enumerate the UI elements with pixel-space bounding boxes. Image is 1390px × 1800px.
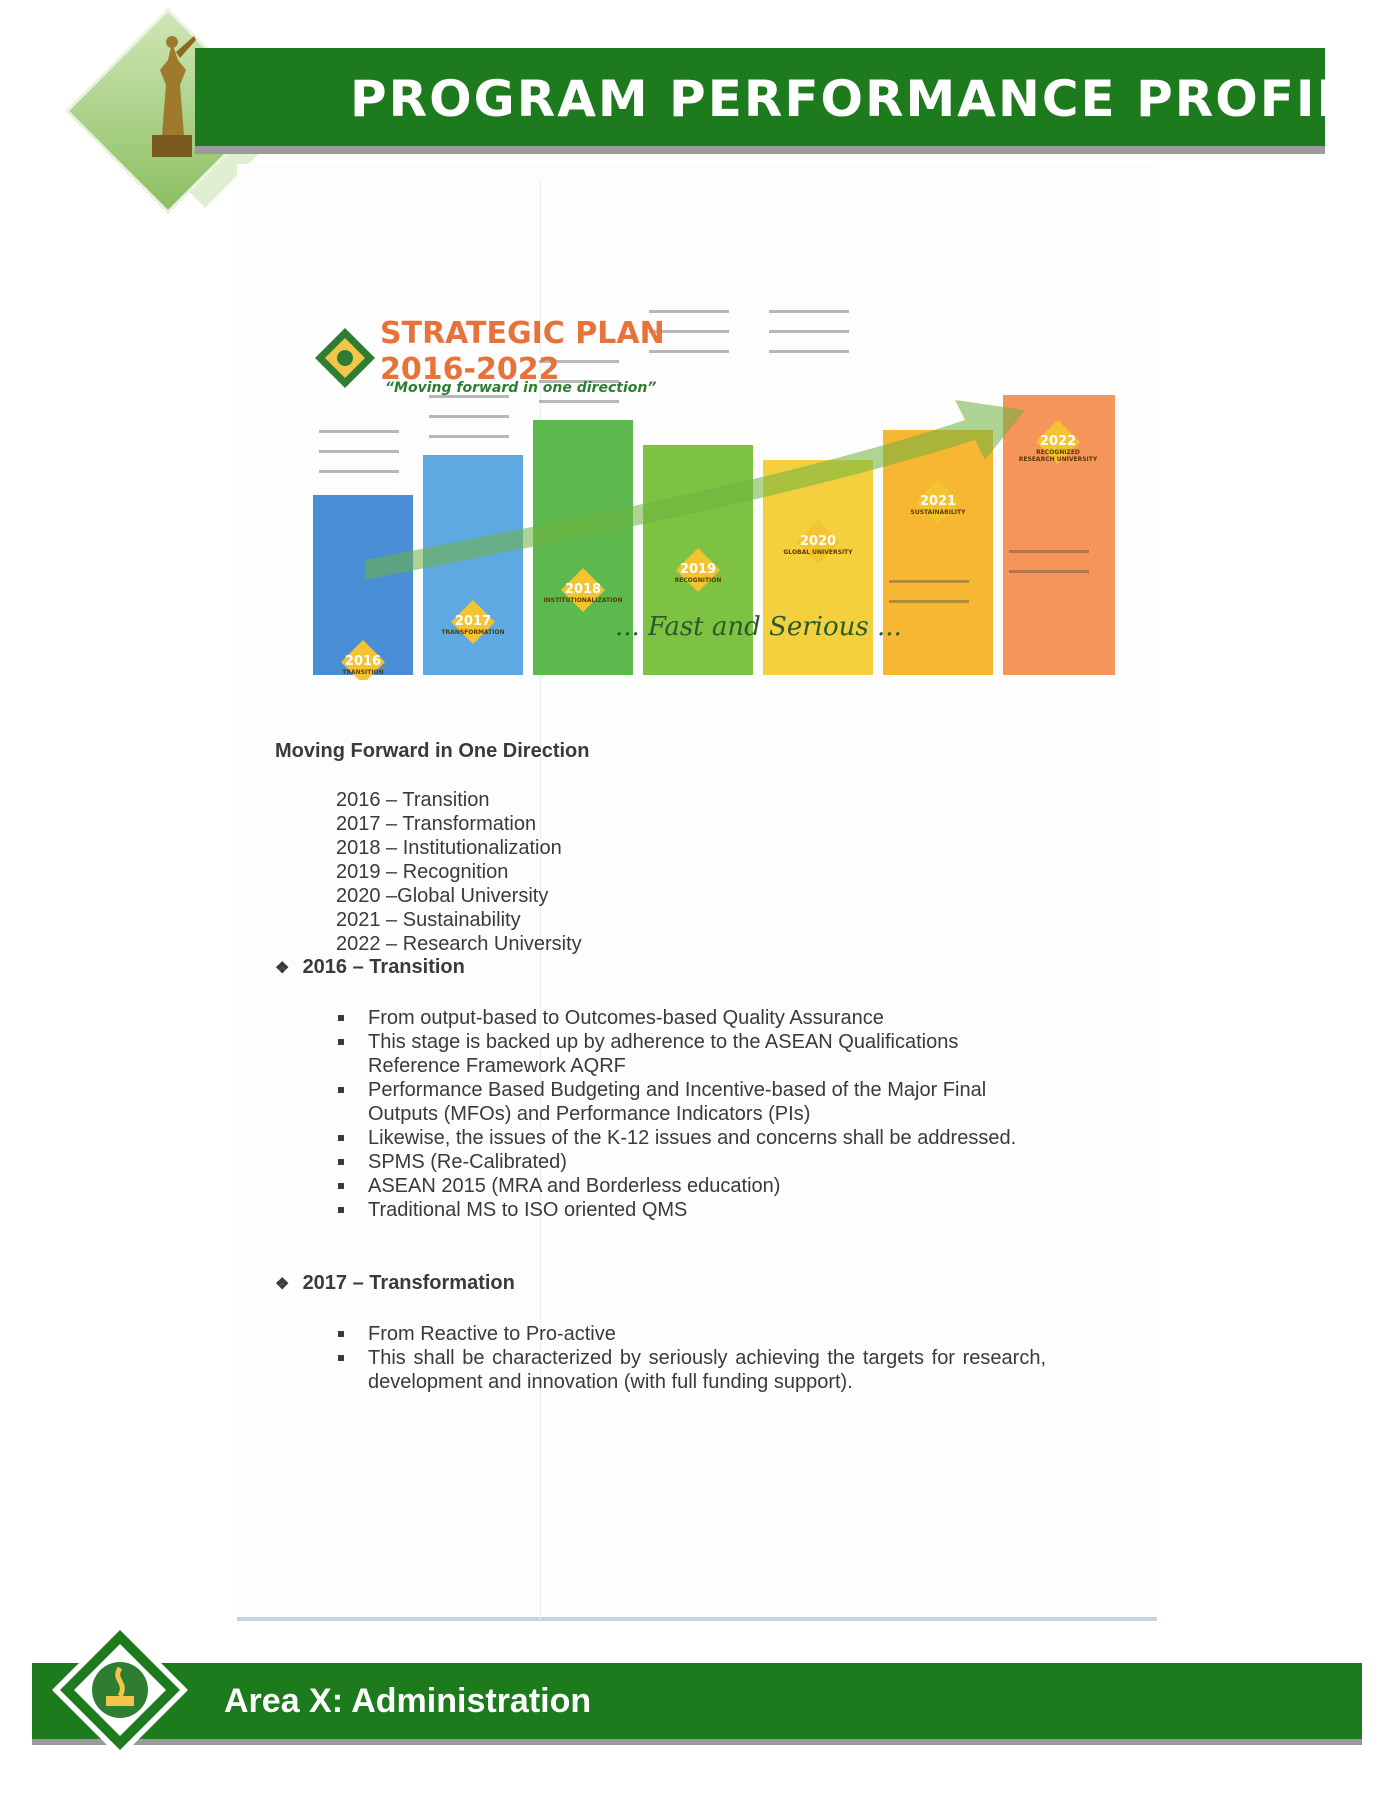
step-label: RECOGNIZED RESEARCH UNIVERSITY [1018, 449, 1098, 463]
footer-title: Area X: Administration [224, 1682, 592, 1720]
page-divider [237, 1617, 1157, 1621]
infographic-subtitle: “Moving forward in one direction” [385, 380, 657, 396]
timeline-item: 2018 – Institutionalization [336, 837, 562, 859]
section-2016-bullets [336, 1006, 1046, 1222]
step-year: 2019 [679, 562, 717, 577]
step-year: 2017 [454, 614, 492, 629]
infographic-title: STRATEGIC PLAN [380, 316, 665, 351]
step-label: TRANSITION [342, 669, 384, 676]
section-2016-title: 2016 – Transition [302, 956, 465, 978]
step-label: GLOBAL UNIVERSITY [783, 549, 853, 556]
bullet-item: Traditional MS to ISO oriented QMS [336, 1198, 1046, 1222]
section-2017-title: 2017 – Transformation [302, 1272, 515, 1294]
footer-shadow [32, 1739, 1362, 1745]
bullet-item: SPMS (Re-Calibrated) [336, 1150, 1046, 1174]
header-shadow [195, 146, 1325, 154]
section-2017-heading [275, 1272, 515, 1295]
step-year: 2020 [799, 534, 837, 549]
diamond-bullet-icon: ❖ [275, 960, 290, 977]
timeline-item: 2019 – Recognition [336, 861, 509, 883]
diamond-bullet-icon: ❖ [275, 1276, 290, 1293]
bullet-item: Performance Based Budgeting and Incentive-based of the Major Final Outputs (MFOs) and Performance Indicators (PIs) [336, 1078, 1046, 1126]
university-seal-icon [50, 1620, 190, 1760]
step-year: 2021 [919, 494, 957, 509]
step-label: INSTITUTIONALIZATION [543, 597, 623, 604]
timeline-list [336, 788, 582, 956]
step-year: 2016 [344, 654, 382, 669]
step-year: 2022 [1039, 434, 1077, 449]
step-label: SUSTAINABILITY [910, 509, 966, 516]
step-label: RECOGNITION [674, 577, 722, 584]
step-label: TRANSFORMATION [441, 629, 505, 636]
step-year: 2018 [564, 582, 602, 597]
timeline-item: 2016 – Transition [336, 789, 490, 811]
infographic-years: 2016-2022 [380, 352, 560, 387]
section-heading: Moving Forward in One Direction [275, 740, 590, 762]
timeline-item: 2022 – Research University [336, 933, 582, 955]
bullet-item: This shall be characterized by seriously achieving the targets for research, development and innovation (with full funding support). [336, 1346, 1046, 1394]
bullet-item: Likewise, the issues of the K-12 issues and concerns shall be addressed. [336, 1126, 1046, 1150]
section-2016-heading [275, 956, 465, 979]
bullet-item: ASEAN 2015 (MRA and Borderless education) [336, 1174, 1046, 1198]
bullet-item: From Reactive to Pro-active [336, 1322, 1046, 1346]
timeline-item: 2020 –Global University [336, 885, 549, 907]
bullet-item: This stage is backed up by adherence to the ASEAN Qualifications Reference Framework AQRF [336, 1030, 1046, 1078]
timeline-item: 2017 – Transformation [336, 813, 537, 835]
timeline-item: 2021 – Sustainability [336, 909, 521, 931]
page-title: PROGRAM PERFORMANCE PROFILE [350, 70, 1387, 128]
bullet-item: From output-based to Outcomes-based Quality Assurance [336, 1006, 1046, 1030]
section-2017-bullets [336, 1322, 1046, 1394]
infographic-slogan: ... Fast and Serious ... [615, 612, 902, 642]
university-logo-icon [315, 328, 375, 388]
